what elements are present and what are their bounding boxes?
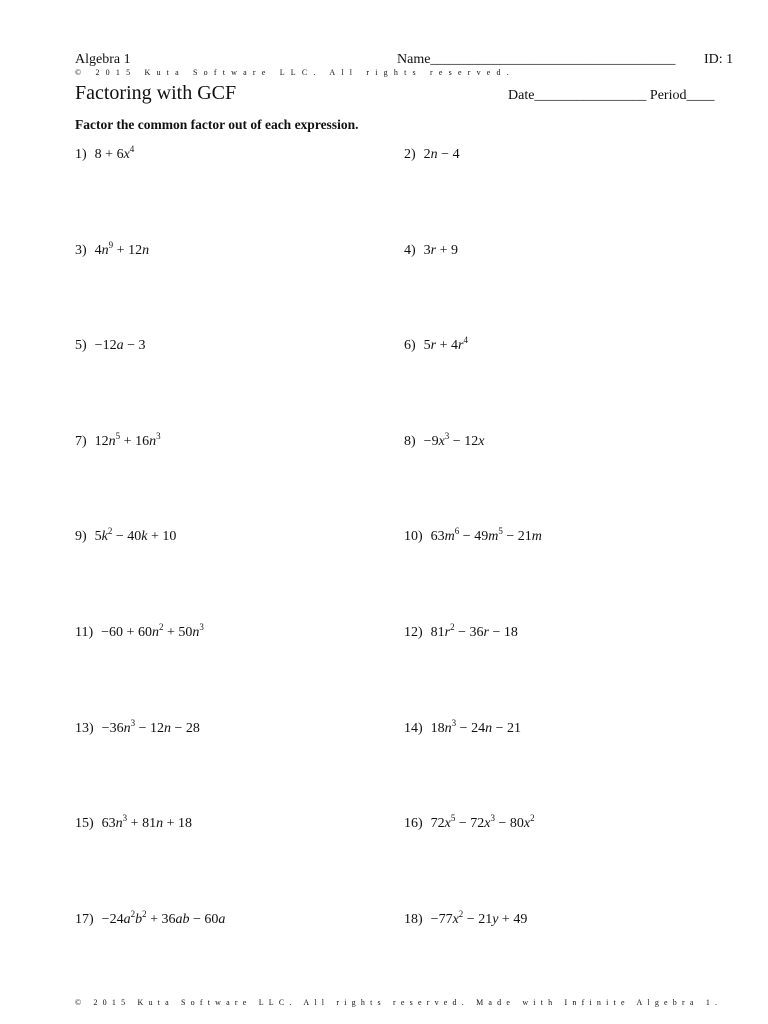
instructions: Factor the common factor out of each expression. <box>75 117 359 132</box>
problem-expression: $12n^5 + 16n^3$ <box>94 430 161 449</box>
problem-7 <box>75 430 161 450</box>
problem-number: 15) <box>75 816 94 832</box>
problem-number: 16) <box>404 816 423 832</box>
problem-number: 6) <box>404 338 416 354</box>
problem-16 <box>404 813 535 832</box>
problem-expression: $5r + 4r^4$ <box>423 335 468 354</box>
problem-13 <box>75 717 200 737</box>
problem-expression: $8 + 6x^4$ <box>94 144 135 162</box>
problem-15 <box>75 813 192 832</box>
problem-17 <box>75 908 226 928</box>
problem-expression: $18n^3 - 24n - 21$ <box>430 717 521 736</box>
problem-18 <box>404 908 528 928</box>
problem-8 <box>404 430 485 450</box>
problem-expression: $-77x^2 - 21y + 49$ <box>430 908 528 927</box>
problem-expression: $63n^3 + 81n + 18$ <box>101 813 192 832</box>
problem-expression: 2n − 4 <box>423 147 460 162</box>
date-period-field[interactable]: Date________________ Period____ <box>508 88 715 103</box>
problem-number: 13) <box>75 720 94 736</box>
problem-number: 2) <box>404 147 416 162</box>
problem-number: 3) <box>75 242 87 258</box>
problem-expression: $5k^2 - 40k + 10$ <box>94 526 177 545</box>
problem-number: 5) <box>75 338 87 354</box>
problem-4 <box>404 243 458 259</box>
problem-number: 9) <box>75 529 87 545</box>
problem-6 <box>404 335 468 354</box>
problem-1 <box>75 144 135 163</box>
problem-number: 12) <box>404 625 423 640</box>
problem-number: 7) <box>75 433 87 449</box>
problem-expression: $4n^9 + 12n$ <box>94 239 150 258</box>
problem-5 <box>75 338 145 354</box>
problem-expression: $72x^5 - 72x^3 - 80x^2$ <box>430 813 535 832</box>
problem-number: 18) <box>404 911 423 927</box>
problem-number: 11) <box>75 625 94 640</box>
problem-expression: $-36n^3 - 12n - 28$ <box>101 717 200 736</box>
problem-number: 17) <box>75 911 94 927</box>
problem-11 <box>75 622 204 641</box>
problem-12 <box>404 622 518 641</box>
problem-14 <box>404 717 521 737</box>
problem-number: 8) <box>404 433 416 449</box>
course-name: Algebra 1 <box>75 52 131 67</box>
problem-9 <box>75 526 177 545</box>
problem-2 <box>404 147 460 163</box>
name-field[interactable]: Name___________________________________ <box>397 52 676 67</box>
problem-expression: $-24a^2b^2 + 36ab - 60a$ <box>101 908 226 927</box>
worksheet-title: Factoring with GCF <box>75 82 237 104</box>
problem-expression: $63m^6 - 49m^5 - 21m$ <box>430 526 542 545</box>
problem-number: 10) <box>404 529 423 545</box>
worksheet-id: ID: 1 <box>704 52 734 67</box>
problem-number: 1) <box>75 147 87 162</box>
footer-copyright: © 2015 Kuta Software LLC. All rights reserved. Made with Infinite Algebra 1. <box>75 998 723 1007</box>
problem-expression: −12a − 3 <box>94 338 146 354</box>
problem-expression: $-9x^3 - 12x$ <box>423 430 485 449</box>
problem-3 <box>75 239 150 259</box>
problem-number: 14) <box>404 720 423 736</box>
problem-10 <box>404 526 542 545</box>
problem-expression: $81r^2 - 36r - 18$ <box>430 622 518 640</box>
header-copyright: © 2015 Kuta Software LLC. All rights reserved. <box>75 68 515 77</box>
problem-expression: 3r + 9 <box>423 242 459 258</box>
problem-number: 4) <box>404 242 416 258</box>
problem-expression: $-60 + 60n^2 + 50n^3$ <box>101 622 204 640</box>
